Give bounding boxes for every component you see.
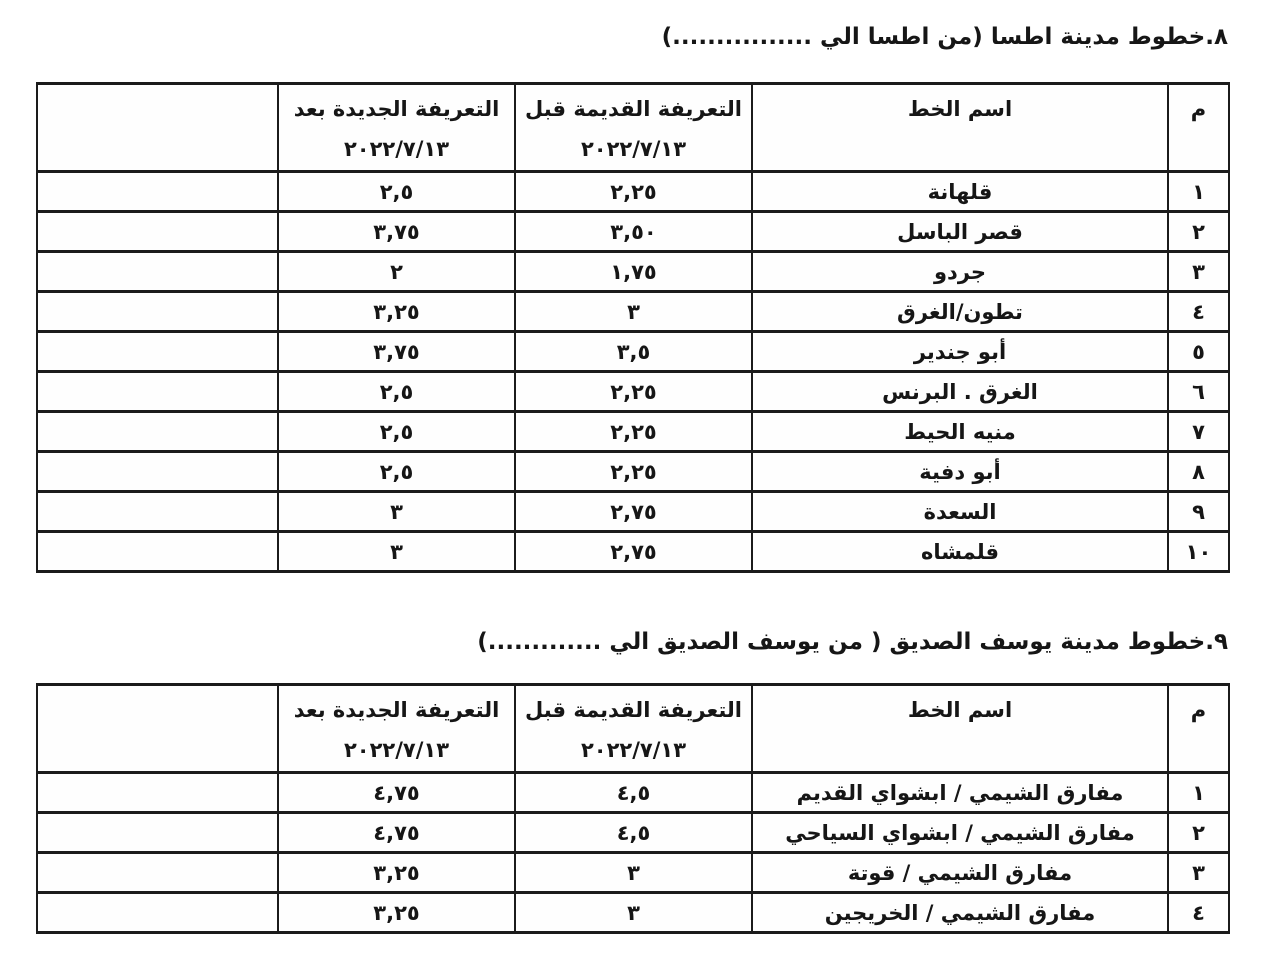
line-name-cell: السعدة [752, 492, 1168, 532]
table-row [37, 492, 1229, 532]
col-header-empty [37, 685, 278, 773]
line-name-cell: منيه الحيط [752, 412, 1168, 452]
new-tariff-cell: ٢,٥ [278, 412, 515, 452]
old-tariff-cell: ٢,٧٥ [515, 492, 752, 532]
old-tariff-cell: ٢,٢٥ [515, 172, 752, 212]
empty-cell [37, 372, 278, 412]
table-row [37, 212, 1229, 252]
empty-cell [37, 252, 278, 292]
old-tariff-label: التعريفة القديمة قبل [524, 698, 743, 722]
old-tariff-label: التعريفة القديمة قبل [524, 97, 743, 121]
new-tariff-cell: ٢,٥ [278, 452, 515, 492]
old-tariff-cell: ٣ [515, 853, 752, 893]
new-tariff-label: التعريفة الجديدة بعد [293, 698, 500, 722]
col-header-empty [37, 84, 278, 172]
old-tariff-cell: ٣,٥٠ [515, 212, 752, 252]
empty-cell [37, 813, 278, 853]
row-number-cell: ٦ [1168, 372, 1229, 412]
row-number-cell: ٢ [1168, 813, 1229, 853]
row-number-cell: ٨ [1168, 452, 1229, 492]
line-name-cell: مفارق الشيمي / ابشواي السياحي [752, 813, 1168, 853]
new-tariff-cell: ٢,٥ [278, 372, 515, 412]
new-tariff-cell: ٤,٧٥ [278, 813, 515, 853]
old-tariff-date: ٢٠٢٢/٧/١٣ [580, 738, 687, 762]
line-name-cell: أبو جندير [752, 332, 1168, 372]
row-number-cell: ٤ [1168, 893, 1229, 933]
section-title-atsa-lines: ٨.خطوط مدينة اطسا (من اطسا الي ................) [661, 24, 1228, 50]
col-header-number: م [1168, 84, 1229, 172]
table-row [37, 172, 1229, 212]
empty-cell [37, 492, 278, 532]
col-header-new-tariff [278, 685, 515, 773]
old-tariff-cell: ٤,٥ [515, 813, 752, 853]
line-name-cell: مفارق الشيمي / ابشواي القديم [752, 773, 1168, 813]
empty-cell [37, 853, 278, 893]
table-body [37, 172, 1229, 572]
new-tariff-cell: ٣,٧٥ [278, 332, 515, 372]
line-name-cell: مفارق الشيمي / الخريجين [752, 893, 1168, 933]
empty-cell [37, 452, 278, 492]
table-row [37, 292, 1229, 332]
table-row [37, 452, 1229, 492]
new-tariff-label: التعريفة الجديدة بعد [293, 97, 500, 121]
old-tariff-cell: ٢,٢٥ [515, 412, 752, 452]
new-tariff-cell: ٣,٢٥ [278, 893, 515, 933]
row-number-cell: ١ [1168, 773, 1229, 813]
table-header [37, 84, 1229, 172]
table-row [37, 813, 1229, 853]
table-row [37, 893, 1229, 933]
line-name-cell: أبو دفية [752, 452, 1168, 492]
empty-cell [37, 773, 278, 813]
row-number-cell: ١٠ [1168, 532, 1229, 572]
section-title-yousef-elseddik-lines: ٩.خطوط مدينة يوسف الصديق ( من يوسف الصديق الي .............) [477, 629, 1228, 655]
line-name-cell: جردو [752, 252, 1168, 292]
col-header-line-name: اسم الخط [752, 685, 1168, 773]
new-tariff-date: ٢٠٢٢/٧/١٣ [343, 137, 450, 161]
new-tariff-cell: ٣ [278, 532, 515, 572]
table-row [37, 853, 1229, 893]
old-tariff-cell: ٤,٥ [515, 773, 752, 813]
col-header-old-tariff [515, 685, 752, 773]
line-name-cell: مفارق الشيمي / قوتة [752, 853, 1168, 893]
empty-cell [37, 893, 278, 933]
new-tariff-cell: ٢,٥ [278, 172, 515, 212]
old-tariff-cell: ٢,٢٥ [515, 452, 752, 492]
old-tariff-date: ٢٠٢٢/٧/١٣ [580, 137, 687, 161]
atsa-lines-tariff-table [36, 82, 1230, 573]
empty-cell [37, 412, 278, 452]
row-number-cell: ٣ [1168, 252, 1229, 292]
old-tariff-cell: ٢,٧٥ [515, 532, 752, 572]
new-tariff-cell: ٣,٧٥ [278, 212, 515, 252]
old-tariff-cell: ٣,٥ [515, 332, 752, 372]
row-number-cell: ٤ [1168, 292, 1229, 332]
table-row [37, 773, 1229, 813]
row-number-cell: ١ [1168, 172, 1229, 212]
old-tariff-cell: ٣ [515, 292, 752, 332]
empty-cell [37, 172, 278, 212]
table-row [37, 252, 1229, 292]
empty-cell [37, 532, 278, 572]
row-number-cell: ٢ [1168, 212, 1229, 252]
col-header-new-tariff [278, 84, 515, 172]
new-tariff-cell: ٣,٢٥ [278, 292, 515, 332]
col-header-number: م [1168, 685, 1229, 773]
yousef-elseddik-lines-tariff-table [36, 683, 1230, 934]
line-name-cell: قصر الباسل [752, 212, 1168, 252]
line-name-cell: قلمشاه [752, 532, 1168, 572]
new-tariff-cell: ٢ [278, 252, 515, 292]
row-number-cell: ٥ [1168, 332, 1229, 372]
empty-cell [37, 212, 278, 252]
line-name-cell: تطون/الغرق [752, 292, 1168, 332]
table-row [37, 412, 1229, 452]
col-header-line-name: اسم الخط [752, 84, 1168, 172]
row-number-cell: ٩ [1168, 492, 1229, 532]
new-tariff-cell: ٣,٢٥ [278, 853, 515, 893]
table-header [37, 685, 1229, 773]
line-name-cell: الغرق . البرنس [752, 372, 1168, 412]
table-row [37, 332, 1229, 372]
old-tariff-cell: ١,٧٥ [515, 252, 752, 292]
empty-cell [37, 292, 278, 332]
table-body [37, 773, 1229, 933]
new-tariff-cell: ٤,٧٥ [278, 773, 515, 813]
new-tariff-date: ٢٠٢٢/٧/١٣ [343, 738, 450, 762]
table-row [37, 372, 1229, 412]
old-tariff-cell: ٢,٢٥ [515, 372, 752, 412]
table-row [37, 532, 1229, 572]
row-number-cell: ٧ [1168, 412, 1229, 452]
empty-cell [37, 332, 278, 372]
old-tariff-cell: ٣ [515, 893, 752, 933]
col-header-old-tariff [515, 84, 752, 172]
new-tariff-cell: ٣ [278, 492, 515, 532]
line-name-cell: قلهانة [752, 172, 1168, 212]
row-number-cell: ٣ [1168, 853, 1229, 893]
